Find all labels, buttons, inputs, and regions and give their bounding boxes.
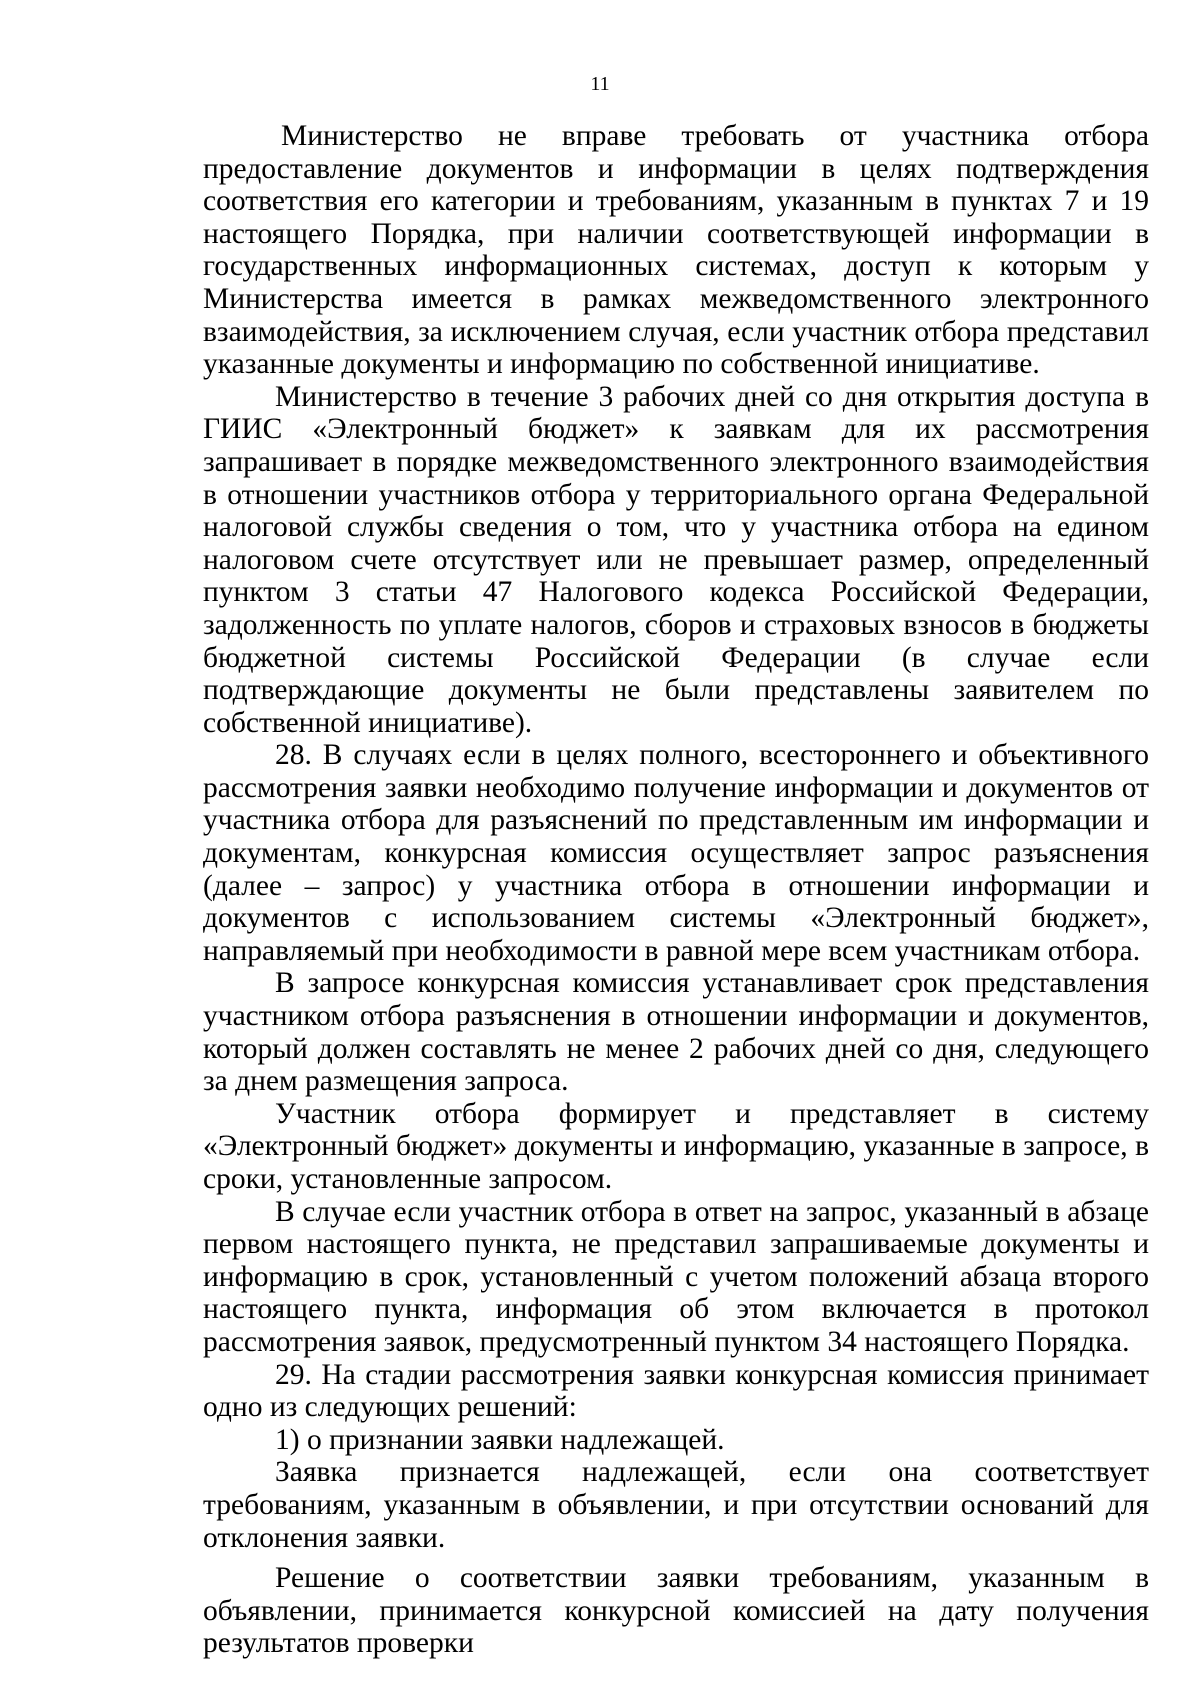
paragraph-proper-application: Заявка признается надлежащей, если она соответствует требованиям, указанным в объявлении, и при отсутствии оснований для отклонения заявки. (203, 1456, 1149, 1554)
paragraph-ministry-may-not-require: Министерство не вправе требовать от участника отбора предоставление документов и информации в целях подтверждения соответствия его категории и требованиям, указанным в пунктах 7 и 19 настоящего Порядка, при наличии соответствующей информации в государственных информационных системах, доступ к которым у Министерства имеется в рамках межведомственного электронного взаимодействия, за исключением случая, если участник отбора представил указанные документы и информацию по собственной инициативе. (203, 120, 1149, 381)
paragraph-ministry-requests-fns: Министерство в течение 3 рабочих дней со дня открытия доступа в ГИИС «Электронный бюджет» к заявкам для их рассмотрения запрашивает в порядке межведомственного электронного взаимодействия в отношении участников отбора у территориального органа Федеральной налоговой службы сведения о том, что у участника отбора на едином налоговом счете отсутствует или не превышает размер, определенный пунктом 3 статьи 47 Налогового кодекса Российской Федерации, задолженность по уплате налогов, сборов и страховых взносов в бюджеты бюджетной системы Российской Федерации (в случае если подтверждающие документы не были представлены заявителем по собственной инициативе). (203, 380, 1149, 739)
paragraph-failure-to-submit: В случае если участник отбора в ответ на запрос, указанный в абзаце первом настоящего пункта, не представил запрашиваемые документы и информацию в срок, установленный с учетом положений абзаца второго настоящего пункта, информация об этом включается в протокол рассмотрения заявок, предусмотренный пунктом 34 настоящего Порядка. (203, 1195, 1149, 1358)
paragraph-participant-submits: Участник отбора формирует и представляет в систему «Электронный бюджет» документы и информацию, указанные в запросе, в сроки, установленные запросом. (203, 1097, 1149, 1195)
paragraph-28-clarification-request: 28. В случаях если в целях полного, всестороннего и объективного рассмотрения заявки необходимо получение информации и документов от участника отбора для разъяснений по представленным им информации и документам, конкурсная комиссия осуществляет запрос разъяснения (далее – запрос) у участника отбора в отношении информации и документов с использованием системы «Электронный бюджет», направляемый при необходимости в равной мере всем участникам отбора. (203, 739, 1149, 967)
paragraph-29-decisions: 29. На стадии рассмотрения заявки конкурсная комиссия принимает одно из следующих решений: (203, 1358, 1149, 1424)
paragraph-request-deadline: В запросе конкурсная комиссия устанавливает срок представления участником отбора разъяснения в отношении информации и документов, который должен составлять не менее 2 рабочих дней со дня, следующего за днем размещения запроса. (203, 967, 1149, 1098)
paragraph-decision-1-proper: 1) о признании заявки надлежащей. (275, 1423, 725, 1456)
paragraph-compliance-decision: Решение о соответствии заявки требованиям, указанным в объявлении, принимается конкурсной комиссией на дату получения результатов проверки (203, 1562, 1149, 1660)
document-body (203, 120, 1149, 1660)
page-number: 11 (590, 73, 610, 95)
